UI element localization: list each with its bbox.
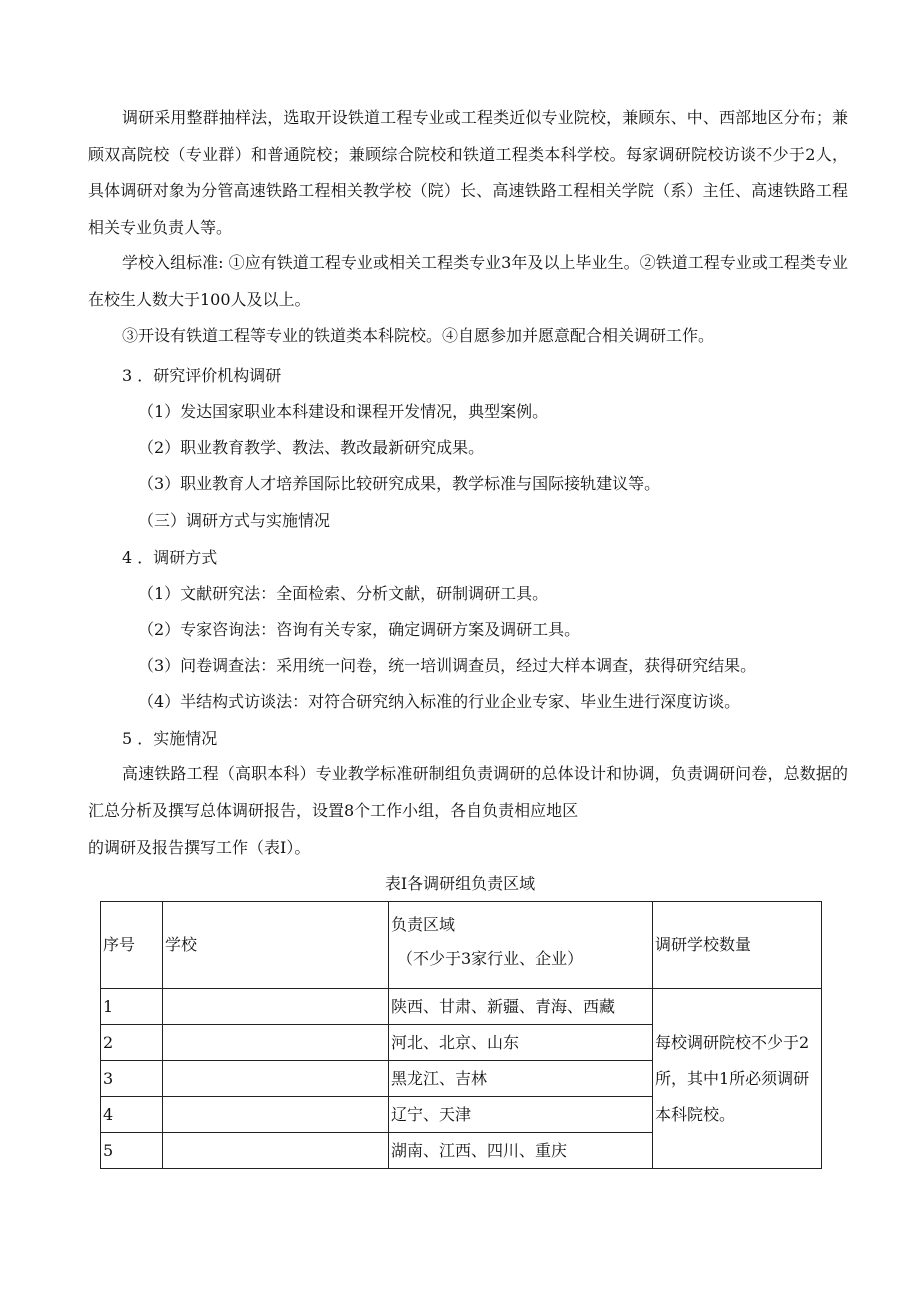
cell-school	[163, 989, 389, 1025]
list-item: （1）文献研究法：全面检索、分析文献，研制调研工具。	[138, 584, 549, 603]
cell-seq: 4	[101, 1097, 163, 1133]
paragraph-implementation-end: 的调研及报告撰写工作（表I）。	[88, 838, 311, 857]
heading-implementation: 5 ．实施情况	[122, 729, 218, 748]
cell-seq: 5	[101, 1133, 163, 1169]
list-item: （2）专家咨询法：咨询有关专家，确定调研方案及调研工具。	[138, 620, 581, 639]
cell-school	[163, 1025, 389, 1061]
region-assignment-table	[100, 901, 822, 1169]
heading-research-institutions: 3 ．研究评价机构调研	[122, 366, 282, 385]
cell-region: 辽宁、天津	[389, 1097, 653, 1133]
list-item: （1）发达国家职业本科建设和课程开发情况，典型案例。	[138, 402, 549, 421]
header-region	[389, 902, 653, 989]
section-heading-methods: （三）调研方式与实施情况	[138, 511, 331, 530]
paragraph-implementation: 高速铁路工程（高职本科）专业教学标准研制组负责调研的总体设计和协调，负责调研问卷，总数据的汇总分析及撰写总体调研报告，设置8个工作小组，各自负责相应地区	[88, 764, 848, 820]
cell-school	[163, 1097, 389, 1133]
cell-seq: 1	[101, 989, 163, 1025]
table-row	[101, 989, 822, 1025]
header-seq: 序号	[101, 902, 163, 989]
cell-region: 湖南、江西、四川、重庆	[389, 1133, 653, 1169]
paragraph-sampling-method: 调研采用整群抽样法，选取开设铁道工程专业或工程类近似专业院校，兼顾东、中、西部地区分布；兼顾双高院校（专业群）和普通院校；兼顾综合院校和铁道工程类本科学校。每家调研院校访谈不少于2人，具体调研对象为分管高速铁路工程相关教学校（院）长、高速铁路工程相关学院（系）主任、高速铁路工程相关专业负责人等。	[88, 108, 848, 237]
list-item: （3）职业教育人才培养国际比较研究成果，教学标准与国际接轨建议等。	[138, 474, 661, 493]
cell-region: 河北、北京、山东	[389, 1025, 653, 1061]
table-caption: 表I各调研组负责区域	[384, 874, 536, 893]
header-region-line2: （不少于3家行业、企业）	[397, 949, 584, 968]
cell-region: 陕西、甘肃、新疆、青海、西藏	[389, 989, 653, 1025]
table-header-row	[101, 902, 822, 989]
cell-seq: 3	[101, 1061, 163, 1097]
paragraph-enrollment-criteria-cont: ③开设有铁道工程等专业的铁道类本科院校。④自愿参加并愿意配合相关调研工作。	[122, 326, 715, 345]
cell-school	[163, 1133, 389, 1169]
heading-research-methods: 4 ．调研方式	[122, 548, 218, 567]
list-item: （4）半结构式访谈法：对符合研究纳入标准的行业企业专家、毕业生进行深度访谈。	[138, 692, 741, 711]
paragraph-enrollment-criteria: 学校入组标准: ①应有铁道工程专业或相关工程类专业3年及以上毕业生。②铁道工程专业或工程类专业在校生人数大于100人及以上。	[88, 253, 848, 309]
list-item: （3）问卷调查法：采用统一问卷，统一培训调查员，经过大样本调查，获得研究结果。	[138, 656, 757, 675]
cell-seq: 2	[101, 1025, 163, 1061]
header-count: 调研学校数量	[653, 902, 822, 989]
list-item: （2）职业教育教学、教法、教改最新研究成果。	[138, 438, 485, 457]
header-region-line1: 负责区域	[391, 915, 456, 934]
cell-region: 黑龙江、吉林	[389, 1061, 653, 1097]
cell-school-count-note: 每校调研院校不少于2所，其中1所必须调研本科院校。	[653, 989, 822, 1169]
header-school: 学校	[163, 902, 389, 989]
cell-school	[163, 1061, 389, 1097]
